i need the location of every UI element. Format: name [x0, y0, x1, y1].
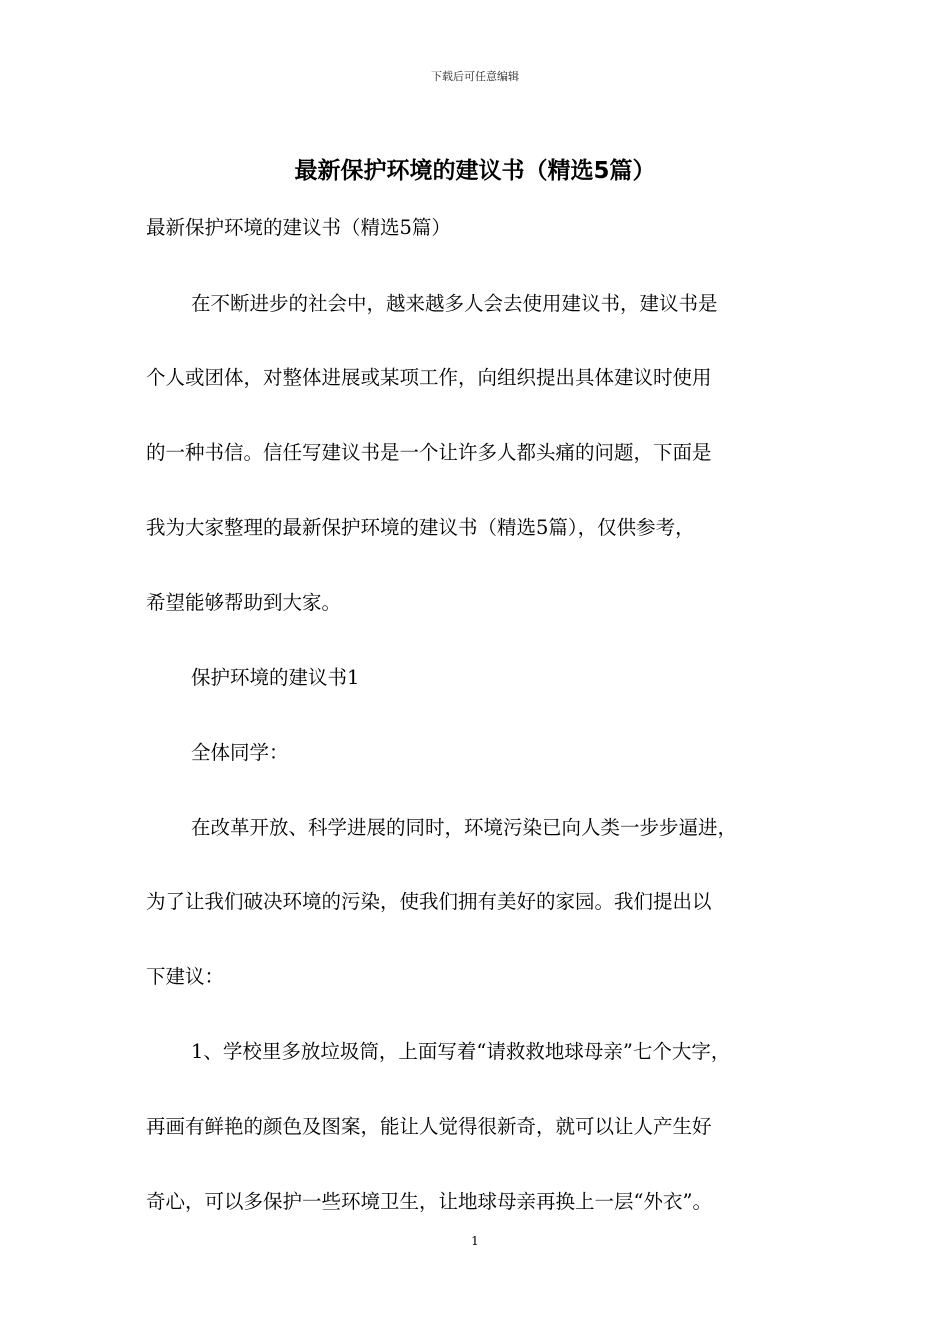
body-line: 1、学校里多放垃圾筒，上面写着“请救救地球母亲”七个大字，: [191, 1040, 731, 1063]
page-number: 1: [471, 1234, 479, 1248]
body-line: 我为大家整理的最新保护环境的建议书（精选5篇），仅供参考，: [146, 516, 695, 539]
body-line: 为了让我们破决环境的污染，使我们拥有美好的家园。我们提出以: [146, 890, 712, 913]
body-line: 再画有鲜艳的颜色及图案，能让人觉得很新奇，就可以让人产生好: [146, 1115, 712, 1138]
body-line: 在不断进步的社会中，越来越多人会去使用建议书，建议书是: [191, 292, 718, 315]
body-line: 个人或团体，对整体进展或某项工作，向组织提出具体建议时使用: [146, 366, 712, 389]
subtitle-line: 最新保护环境的建议书（精选5篇）: [146, 216, 451, 239]
document-title: 最新保护环境的建议书（精选5篇）: [294, 158, 656, 184]
body-line: 奇心，可以多保护一些环境卫生，让地球母亲再换上一层“外衣”。: [146, 1190, 712, 1213]
page-header-note: 下载后可任意编辑: [431, 70, 519, 83]
body-line: 下建议：: [146, 965, 225, 988]
body-line: 希望能够帮助到大家。: [146, 591, 342, 614]
salutation-line: 全体同学：: [191, 741, 289, 764]
section-heading: 保护环境的建议书1: [191, 666, 360, 689]
body-line: 的一种书信。信任写建议书是一个让许多人都头痛的问题，下面是: [146, 441, 712, 464]
body-line: 在改革开放、科学进展的同时，环境污染已向人类一步步逼进，: [191, 816, 738, 839]
